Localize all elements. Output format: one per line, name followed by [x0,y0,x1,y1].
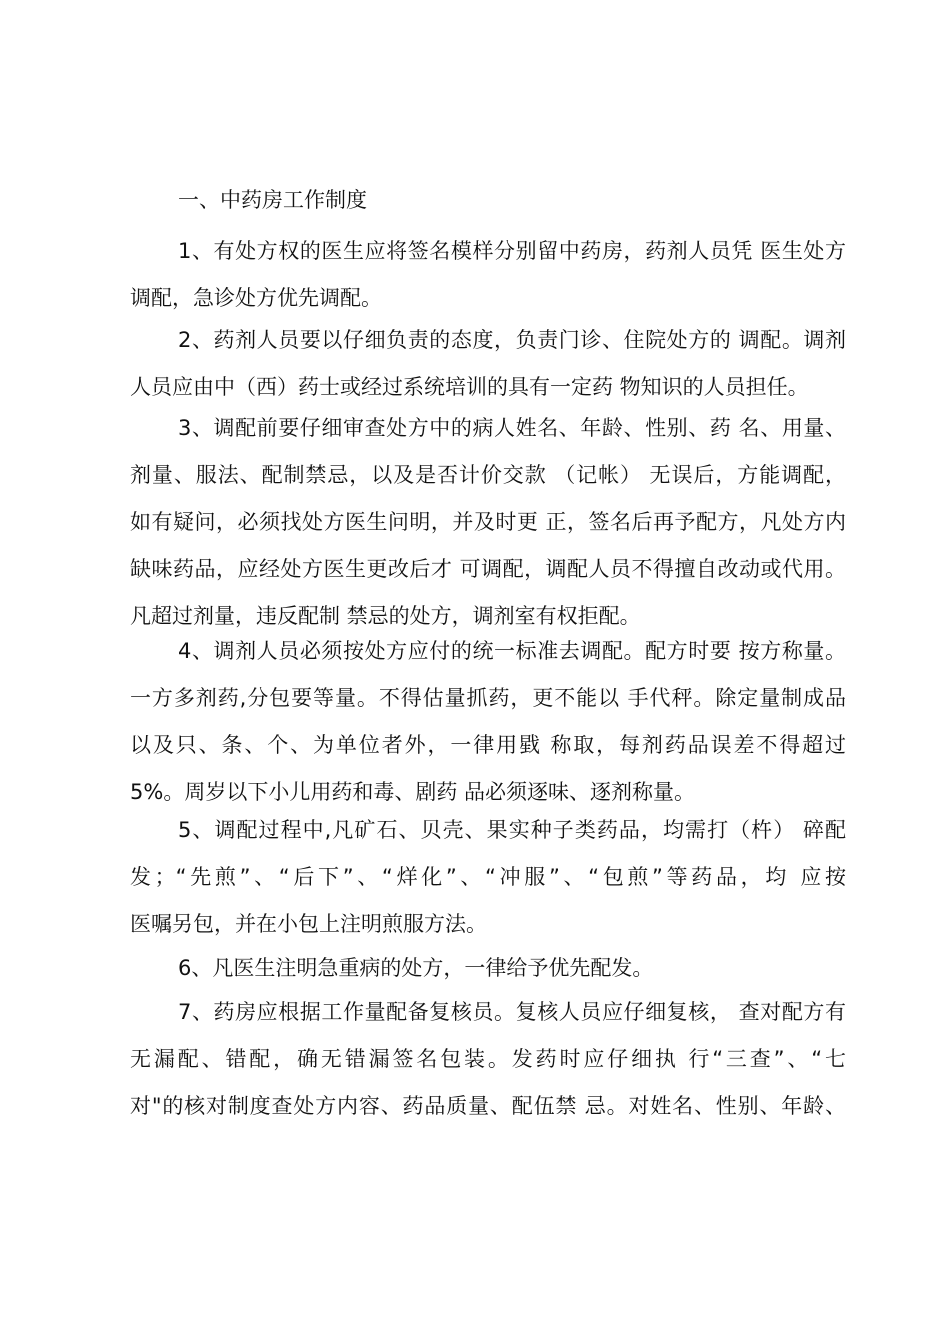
paragraph-line: 发；“先煎”、“后下”、“烊化”、“冲服”、“包煎”等药品，均 应按 [130,865,846,889]
paragraph-line: 缺味药品，应经处方医生更改后才 可调配，调配人员不得擅自改动或代用。 [130,557,846,581]
paragraph-2 [130,326,846,401]
paragraph-line: 调配，急诊处方优先调配。 [130,286,382,310]
paragraph-3 [130,414,846,630]
paragraph-line: 5%。周岁以下小儿用药和毒、剧药 品必须逐味、逐剂称量。 [130,780,695,804]
paragraph-5 [130,816,846,938]
paragraph-line: 对"的核对制度查处方内容、药品质量、配伍禁 忌。对姓名、性别、年龄、 [130,1094,846,1118]
paragraph-line: 6、凡医生注明急重病的处方，一律给予优先配发。 [178,956,654,980]
paragraph-line: 以及只、条、个、为单位者外，一律用戥 称取，每剂药品误差不得超过 [130,733,846,757]
paragraph-line: 2、药剂人员要以仔细负责的态度，负责门诊、住院处方的 调配。调剂 [178,328,846,352]
paragraph-1 [130,237,846,312]
paragraph-line: 如有疑问，必须找处方医生问明，并及时更 正，签名后再予配方，凡处方内 [130,510,846,534]
paragraph-line: 医嘱另包，并在小包上注明煎服方法。 [130,912,487,936]
paragraph-line: 凡超过剂量，违反配制 禁忌的处方，调剂室有权拒配。 [130,604,641,628]
paragraph-line: 3、调配前要仔细审查处方中的病人姓名、年龄、性别、药 名、用量、 [178,416,846,440]
paragraph-line: 4、调剂人员必须按处方应付的统一标准去调配。配方时要 按方称量。 [178,639,846,663]
paragraph-line: 5、调配过程中,凡矿石、贝壳、果实种子类药品，均需打（杵） 碎配 [178,818,846,842]
paragraph-4 [130,637,846,806]
paragraph-line: 无漏配、错配，确无错漏签名包装。发药时应仔细执 行“三查”、“七 [130,1047,846,1071]
paragraph-line: 7、药房应根据工作量配备复核员。复核人员应仔细复核， 查对配方有 [178,1000,846,1024]
paragraph-line: 一方多剂药,分包要等量。不得估量抓药，更不能以 手代秤。除定量制成品 [130,686,846,710]
section-heading: 一、中药房工作制度 [178,188,367,212]
paragraph-line: 剂量、服法、配制禁忌，以及是否计价交款 （记帐） 无误后，方能调配， [130,463,846,487]
paragraph-6 [130,954,846,982]
paragraph-7 [130,998,846,1120]
paragraph-line: 1、有处方权的医生应将签名模样分别留中药房，药剂人员凭 医生处方 [178,239,846,263]
paragraph-line: 人员应由中（西）药士或经过系统培训的具有一定药 物知识的人员担任。 [130,375,809,399]
